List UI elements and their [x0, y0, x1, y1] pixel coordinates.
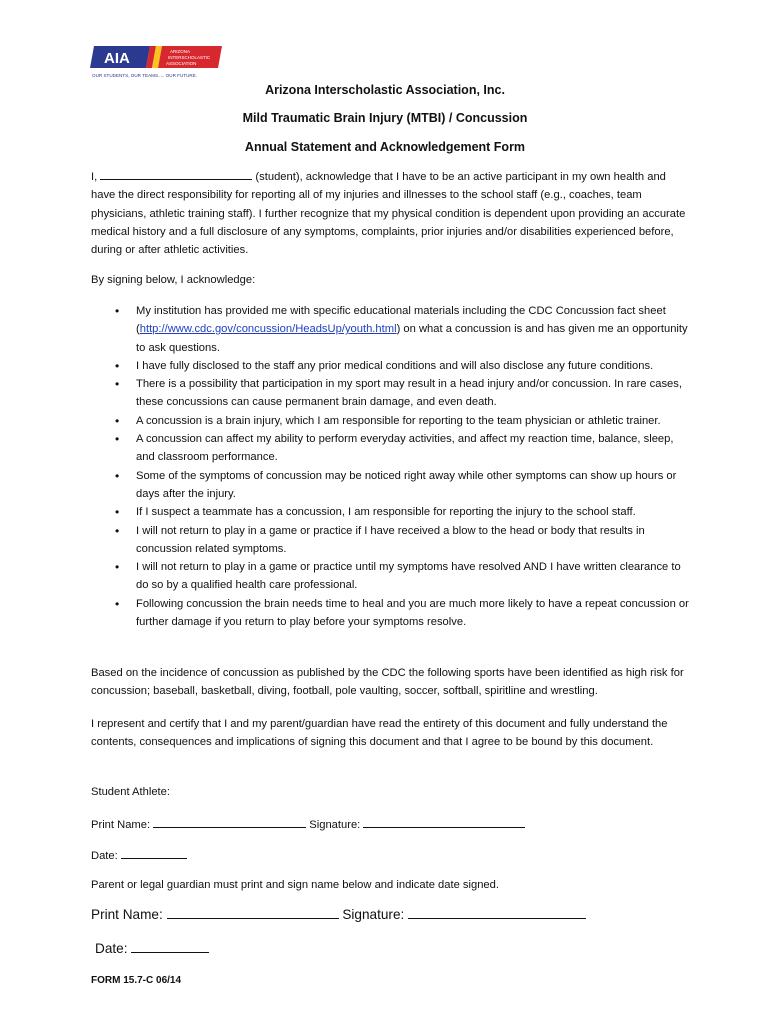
guardian-date-field[interactable] — [131, 940, 209, 953]
logo-line2: INTERSCHOLASTIC — [168, 55, 211, 60]
list-item: • There is a possibility that participation in my sport may result in a head injury and/or concussion. In rare cases, these concussions can cause permanent brain damage, and even death. — [110, 375, 695, 412]
student-signature-field[interactable] — [363, 815, 525, 828]
student-name-blank[interactable] — [100, 167, 252, 180]
acknowledgement-list — [110, 302, 695, 631]
list-item: • If I suspect a teammate has a concussion, I am responsible for reporting the injury to the school staff. — [110, 503, 695, 521]
list-item: • I will not return to play in a game or practice if I have received a blow to the head or body that results in concussion related symptoms. — [110, 522, 695, 559]
list-item: • A concussion is a brain injury, which I am responsible for reporting to the team physician or athletic trainer. — [110, 412, 695, 430]
acknowledge-heading: By signing below, I acknowledge: — [91, 274, 256, 286]
guardian-signature-field[interactable] — [408, 906, 586, 919]
form-number: FORM 15.7-C 06/14 — [91, 975, 182, 986]
student-date-field[interactable] — [121, 846, 187, 859]
guardian-instruction: Parent or legal guardian must print and sign name below and indicate date signed. — [91, 879, 499, 891]
logo-abbr: AIA — [104, 50, 130, 67]
list-item: • Following concussion the brain needs time to heal and you are much more likely to have a repeat concussion or further damage if you return to play before your symptoms resolve. — [110, 595, 695, 632]
logo-line3: ASSOCIATION — [166, 61, 197, 66]
list-item: • I will not return to play in a game or practice until my symptoms have resolved AND I have written clearance to do so by a qualified health care professional. — [110, 558, 695, 595]
logo-tagline: OUR STUDENTS, OUR TEAMS..... OUR FUTURE. — [92, 73, 198, 78]
list-item: • My institution has provided me with specific educational materials including the CDC Concussion fact sheet (http://www.cdc.gov/concussion/HeadsUp/youth.html) on what a concussion is and has given me an opportunity to ask questions. — [110, 302, 695, 357]
form-title: Annual Statement and Acknowledgement Form — [244, 140, 526, 154]
guardian-signature-row: Print Name: Signature: — [91, 906, 691, 924]
certify-paragraph: I represent and certify that I and my parent/guardian have read the entirety of this document and fully understand the contents, consequences and implications of signing this document and that I agree to be bound by this document. — [91, 718, 668, 749]
risk-paragraph: Based on the incidence of concussion as published by the CDC the following sports have been identified as high risk for concussion; baseball, basketball, diving, football, pole vaulting, soccer, softball, spiritline and wrestling. — [91, 667, 684, 698]
list-item: • Some of the symptoms of concussion may be noticed right away while other symptoms can show up hours or days after the injury. — [110, 467, 695, 504]
subject-title: Mild Traumatic Brain Injury (MTBI) / Concussion — [242, 111, 528, 125]
list-item: • A concussion can affect my ability to perform everyday activities, and affect my reaction time, balance, sleep, and classroom performance. — [110, 430, 695, 467]
list-item: • I have fully disclosed to the staff any prior medical conditions and will also disclose any future conditions. — [110, 357, 695, 375]
cdc-link[interactable]: http://www.cdc.gov/concussion/HeadsUp/youth.html — [139, 323, 397, 336]
student-signature-row: Print Name: Signature: — [91, 815, 691, 834]
intro-paragraph: I, (student), acknowledge that I have to be an active participant in my own health and have the direct responsibility for reporting all of my injuries and illnesses to the school staff (e.g., coaches, team physicians, athletic training staff). I further recognize that my physical condition is dependent upon providing an accurate medical history and a full disclosure of any symptoms, complaints, prior injuries and/or disabilities experienced before, during or after athletic activities. — [91, 167, 691, 259]
guardian-print-name-field[interactable] — [167, 906, 339, 919]
aia-logo — [90, 44, 230, 80]
student-date-row: Date: — [91, 846, 691, 865]
org-title: Arizona Interscholastic Association, Inc. — [265, 83, 505, 97]
student-print-name-field[interactable] — [153, 815, 306, 828]
logo-line1: ARIZONA — [170, 49, 191, 54]
student-athlete-heading: Student Athlete: — [91, 786, 170, 798]
guardian-date-row: Date: — [95, 940, 695, 958]
